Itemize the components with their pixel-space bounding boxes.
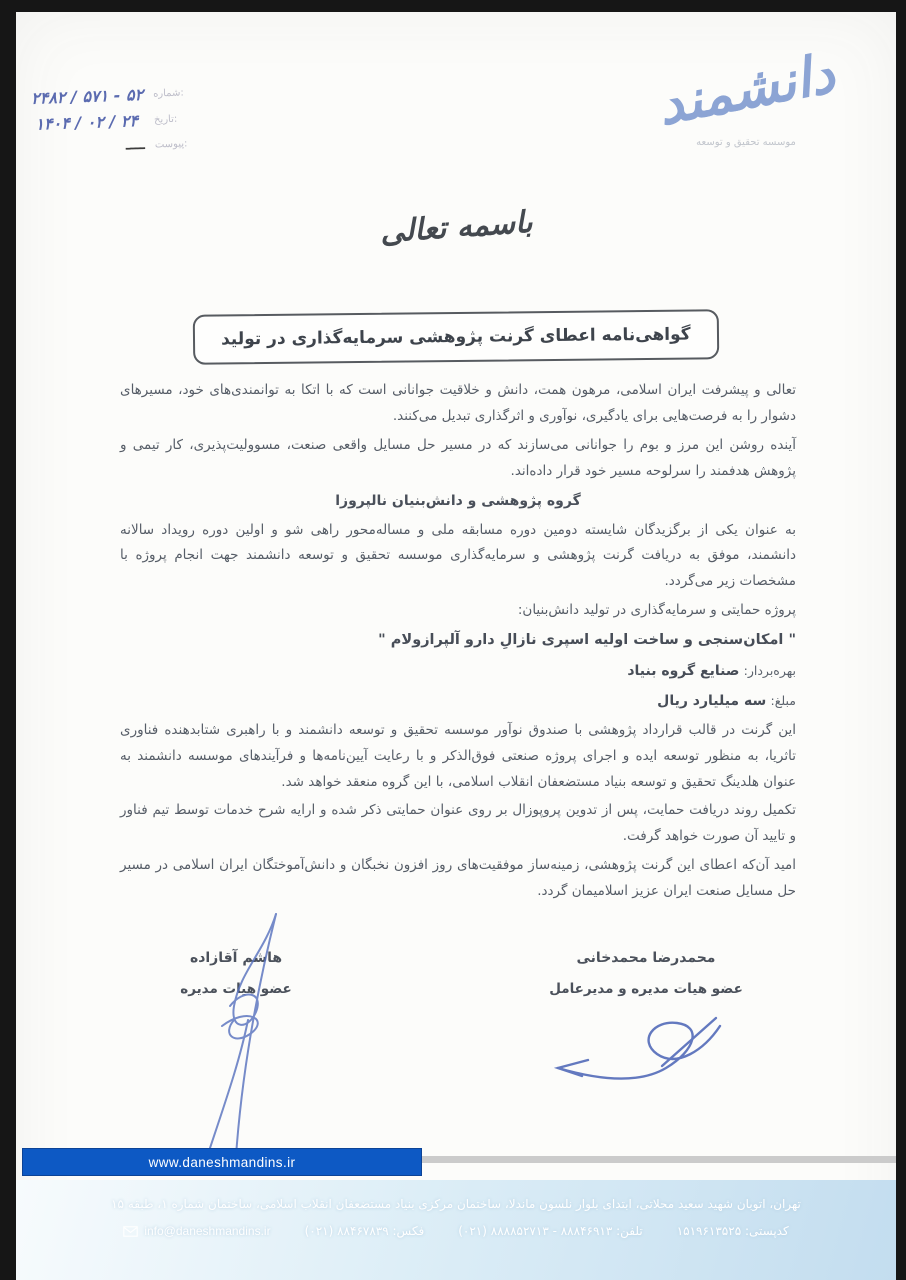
- signer-title-board-member: عضو هیات مدیره: [180, 981, 292, 997]
- besmellah-container: [16, 204, 896, 251]
- address-line: تهران، اتوبان شهید سعید محلاتی، ابتدای بلوار نلسون ماندلا، ساختمان مرکزی بنیاد مستضعفان انقلاب اسلامی، ساختمان شماره ۱، طبقه ۱۵: [111, 1197, 801, 1211]
- fax-item: [305, 1224, 425, 1238]
- besmellah-calligraphy: باسمه تعالی: [378, 204, 534, 251]
- project-label-line: پروژه حمایتی و سرمایه‌گذاری در تولید دانش‌بنیان:: [517, 602, 796, 619]
- amount-label: مبلغ:: [770, 692, 796, 708]
- contact-line: [16, 1224, 896, 1238]
- website-url: www.daneshmandins.ir: [148, 1154, 296, 1170]
- beneficiary-label: بهره‌بردار:: [743, 662, 796, 678]
- letter-number-row: [31, 83, 194, 108]
- letter-body: [120, 378, 796, 908]
- body-paragraph-2: آینده روشن این مرز و بوم را جوانانی می‌سازند که در مسیر حل مسایل واقعی صنعت، مسوولیت‌پذیری، کار تیمی و پژوهش هدفمند را سرلوحه مسیر خود قرار داده‌اند.: [120, 436, 796, 479]
- phone-item: [458, 1224, 642, 1238]
- signer-title-ceo: عضو هیات مدیره و مدیرعامل: [549, 981, 743, 997]
- letter-attachment-label: پیوست:: [154, 137, 188, 151]
- certificate-title: گواهی‌نامه اعطای گرنت پژوهشی سرمایه‌گذاری در تولید: [193, 309, 719, 365]
- email-item: [123, 1224, 270, 1238]
- signature-block-ceo: [496, 950, 796, 997]
- letterhead-logo: [618, 41, 874, 148]
- signature-scribble-ceo: [544, 1006, 729, 1106]
- attachment-dash: ــــ: [125, 136, 146, 154]
- envelope-icon: [123, 1226, 138, 1237]
- website-bar: [22, 1148, 422, 1176]
- letter-attachment-row: [33, 135, 196, 157]
- phone-label: تلفن:: [616, 1224, 643, 1238]
- logo-calligraphy: دانشمند: [652, 41, 840, 138]
- letter-date-row: [32, 109, 195, 134]
- body-paragraph-4: این گرنت در قالب قرارداد پژوهشی با صندوق نوآور موسسه تحقیق و توسعه دانشمند و با راهبری شتابدهنده فناوری تاثریا، به منظور توسعه ایده و اجرای پروژه صنعتی فوق‌الذکر و با رعایت آیین‌نامه‌ها و فرآیندهای موسسه دانشمند به عنوان هلدینگ تحقیق و توسعه بنیاد مستضعفان انقلاب اسلامی، با این گروه منعقد خواهد شد.: [120, 721, 796, 790]
- footer-divider-line: [422, 1156, 896, 1163]
- fax-label: فکس:: [392, 1224, 425, 1238]
- postal-code-item: [677, 1224, 789, 1238]
- beneficiary-value: صنایع گروه بنیاد: [627, 662, 740, 679]
- logo-subtitle: موسسه تحقیق و توسعه: [696, 137, 796, 148]
- body-paragraph-5: تکمیل روند دریافت حمایت، پس از تدوین پروپوزال بر روی عنوان حمایتی ذکر شده و ارایه شرح خدمات توسط تیم فناور و تایید آن صورت خواهد گرفت.: [120, 802, 796, 845]
- fax-value: ۸۸۴۶۷۸۳۹ (۰۲۱): [304, 1224, 389, 1238]
- phone-value: ۸۸۸۴۶۹۱۳ - ۸۸۸۸۵۲۷۱۳ (۰۲۱): [458, 1224, 613, 1238]
- letter-meta-block: [31, 83, 196, 164]
- project-title-line: " امکان‌سنجی و ساخت اولیه اسپری نازالِ دارو آلپرازولام ": [378, 632, 796, 649]
- title-box-container: [16, 312, 896, 362]
- email-address: info@daneshmandins.ir: [144, 1224, 271, 1238]
- amount-line: [120, 688, 796, 715]
- scanned-letter-page: [16, 12, 896, 1280]
- signature-scribble-board-member: [184, 910, 324, 1160]
- postal-code-label: کدپستی:: [744, 1224, 789, 1238]
- letter-number-label: شماره:: [152, 87, 184, 100]
- letter-date-handwritten: ۱۴۰۴ / ۰۲ / ۲۴: [35, 111, 139, 134]
- body-paragraph-3: به عنوان یکی از برگزیدگان شایسته دومین دوره مسابقه ملی و مساله‌محور راهی شو و اولین دوره رویداد سالانه دانشمند، موفق به دریافت گرنت پژوهشی و سرمایه‌گذاری موسسه تحقیق و توسعه دانشمند جهت انجام پروژه با مشخصات زیر می‌گردد.: [120, 521, 796, 590]
- body-paragraph-6: امید آن‌که اعطای این گرنت پژوهشی، زمینه‌ساز موفقیت‌های روز افزون نخبگان و دانش‌آموختگان ایران اسلامی در مسیر حل مسایل صنعت ایران عزیز اسلامیمان گردد.: [120, 857, 796, 900]
- footer-strip: [16, 1180, 896, 1280]
- letter-number-handwritten: ۲۴۸۲ / ۵۷۱ - ۵۲: [30, 84, 144, 108]
- body-paragraph-1: تعالی و پیشرفت ایران اسلامی، مرهون همت، دانش و خلاقیت جوانانی است که با اتکا به توانمندی‌های خود، مسیرهای دشوار را به فرصت‌هایی برای یادگیری، نوآوری و اثرگذاری تبدیل می‌کنند.: [120, 382, 796, 424]
- group-name-line: گروه پژوهشی و دانش‌بنیان نالپروزا: [335, 492, 581, 509]
- postal-code-value: ۱۵۱۹۶۱۳۵۲۵: [676, 1224, 742, 1238]
- signer-name-board-member: هاشم آقازاده: [189, 950, 283, 966]
- beneficiary-line: [120, 658, 796, 685]
- signer-name-ceo: محمدرضا محمدخانی: [576, 950, 716, 966]
- amount-value: سه میلیارد ریال: [657, 692, 767, 709]
- letter-date-label: تاریخ:: [153, 113, 178, 126]
